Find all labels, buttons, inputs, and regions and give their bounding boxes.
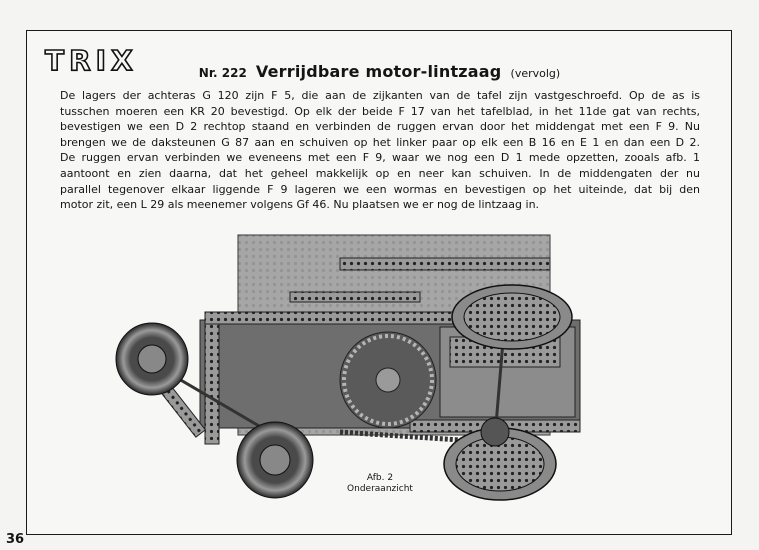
text-line: brengen we de daksteunen G 87 aan en schuiven op het linker paar op elk een B 16 en E 1 en dan een D 2. — [60, 135, 700, 149]
text-line: aantoont en zien daarna, dat het geheel makkelijk op en neer kan schuiven. In de middengaten der nu — [60, 166, 700, 180]
continued-label: (vervolg) — [510, 67, 561, 80]
text-line: tusschen moeren een KR 20 bevestigd. Op elk der beide F 17 van het tafelblad, in het 11de gat van rechts, — [60, 104, 700, 118]
text-line: parallel tegenover elkaar liggende F 9 lageren we een wormas en bevestigen op het uiteinde, dat bij den — [60, 182, 700, 196]
instruction-text — [60, 88, 700, 213]
page-title: Verrijdbare motor-lintzaag — [255, 62, 502, 81]
model-photo — [110, 232, 590, 510]
text-line: motor zit, een L 29 als meenemer volgens Gf 46. Nu plaatsen we er nog de lintzaag in. — [60, 198, 540, 212]
trix-logo: TRIX — [45, 44, 138, 77]
text-line: De ruggen ervan verbinden we eveneens met een F 9, waar we nog een D 1 mede opzetten, zooals afb. 1 — [60, 151, 700, 165]
page-number: 36 — [6, 532, 25, 547]
heading — [0, 62, 759, 81]
figure-label: Afb. 2 — [366, 473, 394, 483]
text-line: bevestigen we een D 2 rechtop staand en verbinden de ruggen ervan door het middengat met een F 9. Nu — [60, 120, 700, 134]
text-line: De lagers der achteras G 120 zijn F 5, die aan de zijkanten van de tafel zijn vastgeschroefd. Op de as is — [60, 89, 700, 102]
model-number: Nr. 222 — [198, 66, 247, 80]
figure-description: Onderaanzicht — [347, 484, 413, 494]
figure-caption — [325, 473, 435, 495]
